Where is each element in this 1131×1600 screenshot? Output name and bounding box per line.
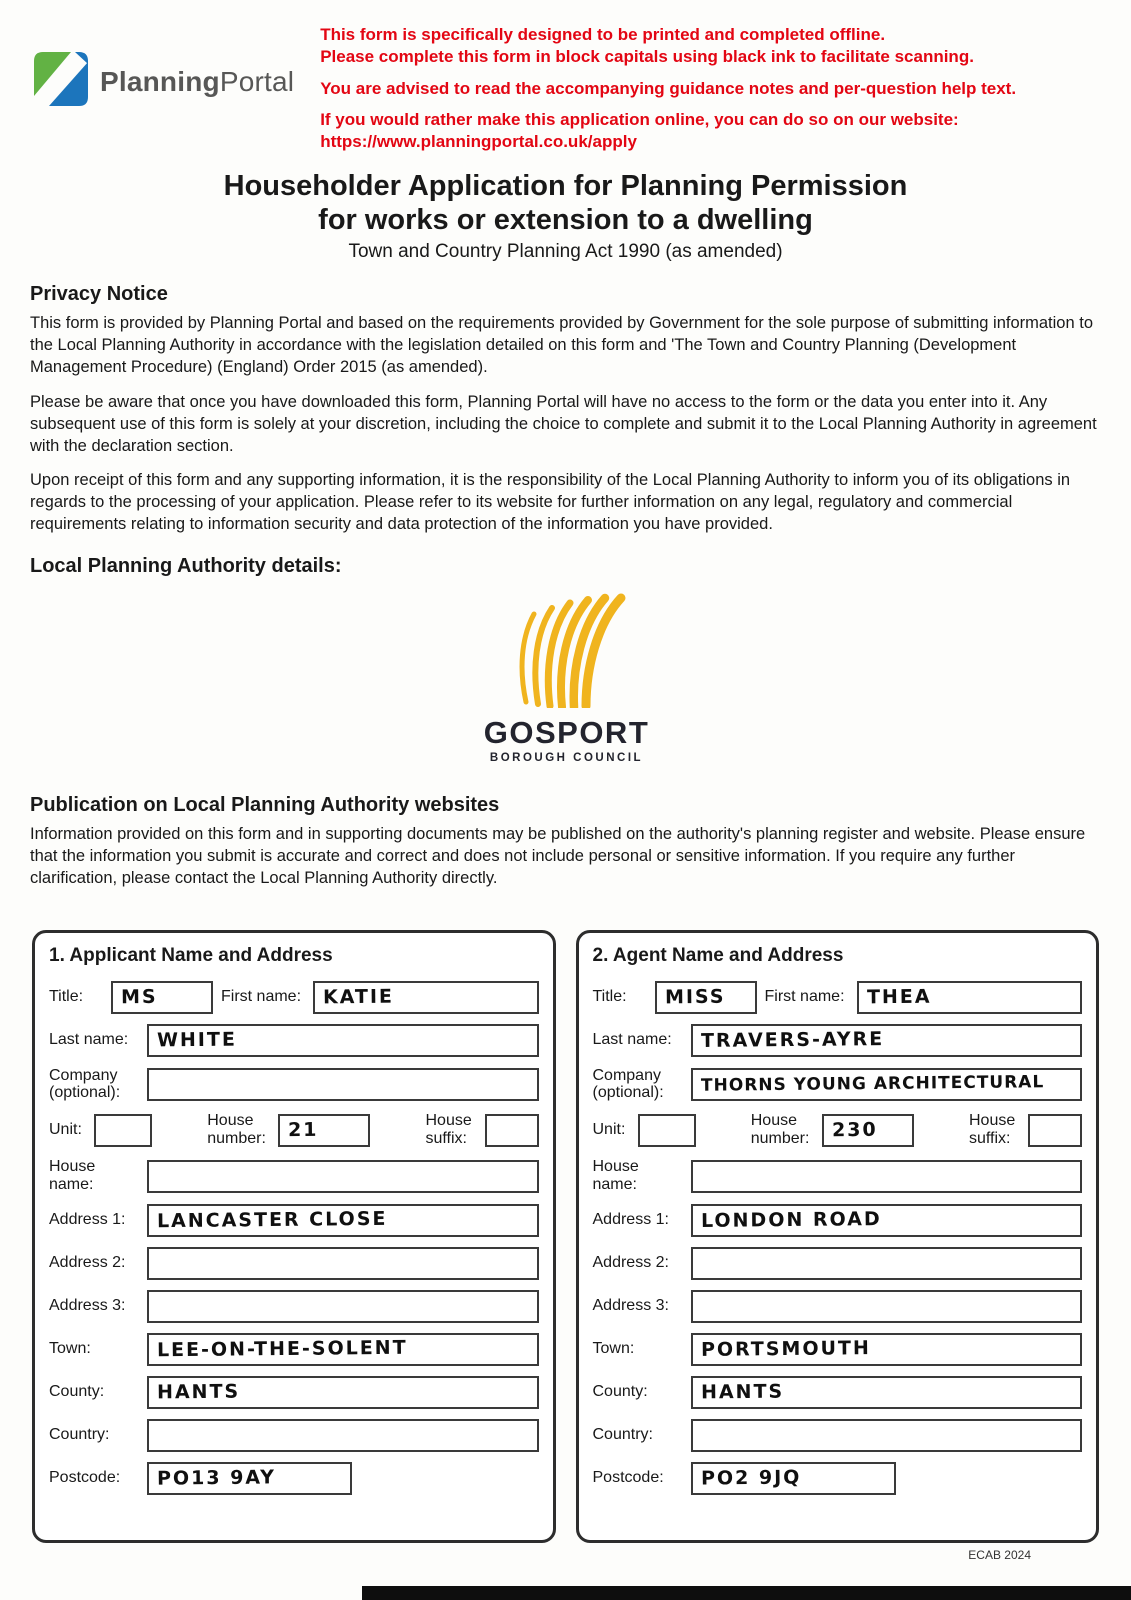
agent-section-heading: 2. Agent Name and Address	[592, 944, 844, 966]
handwritten-value: TRAVERS-AYRE	[700, 1028, 884, 1052]
agent-last-name-field[interactable]	[691, 1024, 1083, 1057]
house-name-label: House name:	[592, 1158, 639, 1194]
applicant-house-suffix-field[interactable]	[485, 1114, 539, 1147]
applicant-house-number-field[interactable]	[278, 1114, 370, 1147]
privacy-paragraph-2: Please be aware that once you have downloaded this form, Planning Portal will have no access to the form or the data you enter into it. Any subsequent use of this form is solely at your discretion, including the choice to complete and submit it to the Local Planning Authority in agreement with the declaration section.	[30, 392, 1097, 455]
agent-address1-field[interactable]	[691, 1204, 1083, 1237]
applicant-section	[32, 930, 556, 1543]
applicant-company-row	[49, 1067, 539, 1103]
lpa-heading: Local Planning Authority details:	[30, 555, 342, 578]
handwritten-value: THORNS YOUNG ARCHITECTURAL	[700, 1072, 1044, 1097]
apply-url: https://www.planningportal.co.uk/apply	[320, 132, 637, 151]
address1-label: Address 1:	[49, 1211, 126, 1229]
agent-company-row	[593, 1067, 1083, 1103]
handwritten-value: THEA	[866, 985, 932, 1009]
publication-heading: Publication on Local Planning Authority websites	[30, 794, 500, 817]
agent-house-name-field[interactable]	[691, 1160, 1083, 1193]
applicant-postcode-field[interactable]	[147, 1462, 352, 1495]
first-name-label: First name:	[764, 988, 845, 1006]
agent-address2-row	[593, 1247, 1083, 1280]
town-label: Town:	[592, 1340, 635, 1358]
handwritten-value: LEE-ON-THE-SOLENT	[156, 1337, 408, 1362]
handwritten-value: WHITE	[156, 1028, 237, 1052]
planning-portal-wordmark: PlanningPortal	[100, 65, 295, 97]
applicant-unit-field[interactable]	[94, 1114, 152, 1147]
handwritten-value: 21	[288, 1119, 319, 1142]
first-name-label: First name:	[221, 988, 302, 1006]
applicant-last-name-row	[49, 1024, 539, 1057]
address1-label: Address 1:	[592, 1211, 669, 1229]
agent-postcode-field[interactable]	[691, 1462, 896, 1495]
name-address-sections	[32, 930, 1099, 1543]
agent-county-field[interactable]	[691, 1376, 1083, 1409]
agent-title-field[interactable]	[655, 981, 757, 1014]
applicant-last-name-field[interactable]	[147, 1024, 539, 1057]
publication-body: Information provided on this form and in supporting documents may be published on the authority's planning register and website. Please ensure that the information you submit is accurate and correct and does not include personal or sensitive information. If you require any further clarification, please contact the Local Planning Authority directly.	[30, 825, 1086, 888]
applicant-address3-field[interactable]	[147, 1290, 539, 1323]
agent-country-field[interactable]	[691, 1419, 1083, 1452]
agent-title-row	[593, 981, 1083, 1014]
county-label: County:	[49, 1383, 105, 1401]
gosport-council-logo	[30, 590, 1103, 764]
title-label: Title:	[592, 988, 627, 1006]
council-subtitle: BOROUGH COUNCIL	[489, 752, 644, 765]
planning-portal-logo	[34, 52, 294, 111]
scan-edge-artifact	[362, 1586, 1131, 1600]
applicant-address3-row	[49, 1290, 539, 1323]
address3-label: Address 3:	[592, 1297, 669, 1315]
company-label: Company (optional):	[49, 1066, 121, 1102]
applicant-county-field[interactable]	[147, 1376, 539, 1409]
country-label: Country:	[49, 1426, 110, 1444]
applicant-country-row	[49, 1419, 539, 1452]
house-suffix-label: House suffix:	[425, 1112, 472, 1148]
handwritten-value: PO2 9JQ	[700, 1466, 801, 1490]
agent-town-field[interactable]	[691, 1333, 1083, 1366]
address2-label: Address 2:	[49, 1254, 126, 1272]
notice-line-3: You are advised to read the accompanying guidance notes and per-question help text.	[320, 78, 1017, 98]
agent-house-suffix-field[interactable]	[1028, 1114, 1082, 1147]
house-number-label: House number:	[207, 1112, 266, 1148]
applicant-company-field[interactable]	[147, 1068, 539, 1101]
applicant-county-row	[49, 1376, 539, 1409]
agent-section	[576, 930, 1100, 1543]
handwritten-value: HANTS	[700, 1381, 784, 1404]
company-label: Company (optional):	[592, 1066, 664, 1102]
applicant-title-field[interactable]	[111, 981, 213, 1014]
council-fan-icon	[492, 590, 642, 713]
agent-address1-row	[593, 1204, 1083, 1237]
agent-house-name-row	[593, 1158, 1083, 1194]
agent-house-number-field[interactable]	[822, 1114, 914, 1147]
form-title	[0, 169, 1131, 263]
applicant-country-field[interactable]	[147, 1419, 539, 1452]
house-number-label: House number:	[750, 1112, 810, 1148]
privacy-paragraph-3: Upon receipt of this form and any supporting information, it is the responsibility of the Local Planning Authority to inform you of its obligations in regards to the processing of your application. Please refer to its website for further information on any legal, regulatory and commercial requirements relating to information security and data protection of the information you have provided.	[30, 470, 1071, 534]
notice-line-4: If you would rather make this application online, you can do so on our website:	[320, 110, 959, 130]
handwritten-value: MS	[120, 985, 158, 1009]
form-title-line-2: for works or extension to a dwelling	[318, 203, 813, 236]
handwritten-value: MISS	[664, 985, 726, 1009]
applicant-address1-field[interactable]	[147, 1204, 539, 1237]
agent-county-row	[593, 1376, 1083, 1409]
notice-line-2: Please complete this form in block capitals using black ink to facilitate scanning.	[320, 46, 974, 66]
applicant-postcode-row	[49, 1462, 539, 1495]
applicant-address2-field[interactable]	[147, 1247, 539, 1280]
last-name-label: Last name:	[49, 1031, 129, 1049]
council-name: GOSPORT	[483, 715, 650, 751]
handwritten-value: LONDON ROAD	[700, 1208, 882, 1233]
agent-unit-field[interactable]	[638, 1114, 696, 1147]
applicant-address2-row	[49, 1247, 539, 1280]
agent-postcode-row	[593, 1462, 1083, 1495]
handwritten-value: PO13 9AY	[156, 1466, 277, 1491]
handwritten-value: KATIE	[322, 985, 395, 1009]
handwritten-value: PORTSMOUTH	[700, 1337, 871, 1362]
postcode-label: Postcode:	[592, 1469, 664, 1487]
form-title-line-1: Householder Application for Planning Permission	[223, 169, 908, 202]
title-label: Title:	[49, 988, 84, 1006]
form-version-code: ECAB 2024	[968, 1548, 1031, 1562]
country-label: Country:	[592, 1426, 653, 1444]
agent-last-name-row	[593, 1024, 1083, 1057]
applicant-house-name-field[interactable]	[147, 1160, 539, 1193]
agent-first-name-field[interactable]	[857, 981, 1083, 1014]
agent-company-field[interactable]	[691, 1068, 1083, 1101]
postcode-label: Postcode:	[49, 1469, 121, 1487]
agent-country-row	[593, 1419, 1083, 1452]
house-name-label: House name:	[49, 1158, 96, 1194]
address3-label: Address 3:	[49, 1297, 126, 1315]
applicant-address1-row	[49, 1204, 539, 1237]
applicant-house-name-row	[49, 1158, 539, 1194]
town-label: Town:	[49, 1340, 91, 1358]
agent-address2-field[interactable]	[691, 1247, 1083, 1280]
agent-address3-row	[593, 1290, 1083, 1323]
applicant-town-row	[49, 1333, 539, 1366]
applicant-unit-row	[49, 1112, 539, 1148]
body-text	[30, 283, 1103, 889]
house-suffix-label: House suffix:	[969, 1112, 1016, 1148]
agent-address3-field[interactable]	[691, 1290, 1083, 1323]
planning-portal-logo-icon	[34, 52, 88, 111]
privacy-paragraph-1: This form is provided by Planning Portal and based on the requirements provided by Government for the sole purpose of submitting information to the Local Planning Authority in accordance with the legislation detailed on this form and 'The Town and Country Planning (Development Management Procedure) (England) Order 2015 (as amended).	[30, 314, 1093, 377]
county-label: County:	[592, 1383, 648, 1401]
header	[0, 0, 1131, 153]
notice-line-1: This form is specifically designed to be printed and completed offline.	[320, 25, 886, 44]
applicant-first-name-field[interactable]	[313, 981, 539, 1014]
unit-label: Unit:	[49, 1121, 82, 1139]
handwritten-value: HANTS	[156, 1381, 241, 1404]
form-title-act: Town and Country Planning Act 1990 (as amended)	[348, 241, 783, 263]
offline-notice	[320, 24, 1016, 153]
agent-unit-row	[593, 1112, 1083, 1148]
last-name-label: Last name:	[592, 1031, 672, 1049]
privacy-heading: Privacy Notice	[30, 283, 168, 306]
handwritten-value: 230	[831, 1118, 878, 1142]
applicant-town-field[interactable]	[147, 1333, 539, 1366]
applicant-section-heading: 1. Applicant Name and Address	[49, 944, 333, 966]
unit-label: Unit:	[592, 1121, 626, 1139]
applicant-title-row	[49, 981, 539, 1014]
agent-town-row	[593, 1333, 1083, 1366]
handwritten-value: LANCASTER CLOSE	[156, 1208, 388, 1233]
address2-label: Address 2:	[592, 1254, 669, 1272]
